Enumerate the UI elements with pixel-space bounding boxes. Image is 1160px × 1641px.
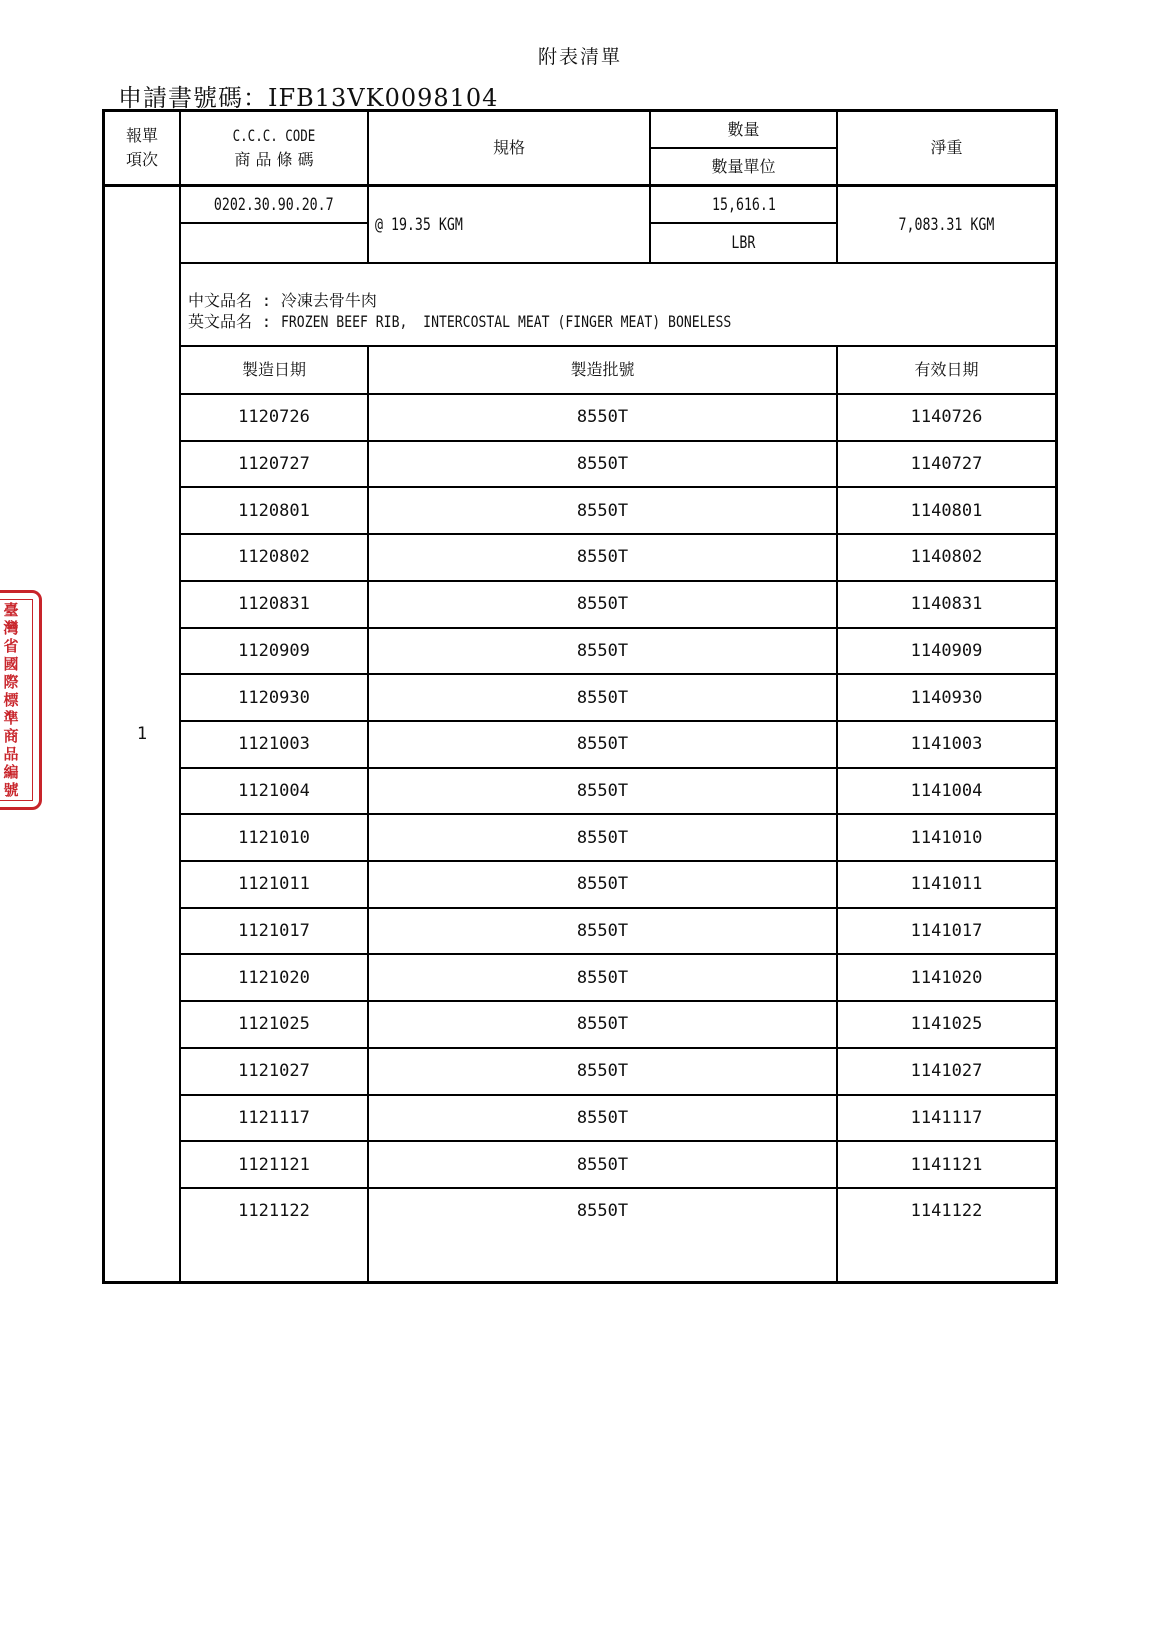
batch-expiry-date: 1141017 [910, 921, 983, 942]
header-ccc-code [181, 112, 367, 184]
header-spec: 規格 [492, 138, 525, 157]
batch-mfg-date: 1120726 [238, 407, 310, 428]
batch-expiry-date: 1140801 [910, 500, 983, 521]
header-quantity: 數量 [727, 119, 760, 139]
batch-mfg-date: 1120930 [238, 687, 310, 708]
batch-mfg-date: 1121025 [238, 1014, 310, 1035]
item-net-weight-text: 7,083.31 KGM [898, 214, 995, 235]
chinese-name: 冷凍去骨牛肉 [280, 291, 377, 310]
red-seal-stamp [0, 590, 42, 810]
item-quantity-text: 15,616.1 [711, 194, 776, 215]
product-names [188, 290, 830, 332]
item-quantity [651, 187, 836, 222]
batch-expiry-date: 1141122 [910, 1201, 983, 1222]
header-item-no [105, 112, 179, 184]
batch-mfg-date: 1121003 [238, 734, 310, 755]
batch-mfg-date: 1120831 [238, 594, 310, 615]
batch-lot-no: 8550T [576, 594, 629, 615]
batch-expiry-date: 1140726 [910, 407, 983, 428]
batch-mfg-date: 1121017 [238, 921, 310, 942]
item-ccc-code-text: 0202.30.90.20.7 [214, 194, 334, 215]
batch-mfg-date: 1121011 [238, 874, 310, 895]
code-row-rule [181, 222, 367, 224]
batch-mfg-date: 1121004 [238, 780, 310, 801]
application-number: 申請書號碼：IFB13VK0098104 [118, 84, 499, 112]
chinese-name-row [188, 290, 830, 311]
header-ccc-code-line2: 商 品 條 碼 [234, 150, 314, 169]
batch-lot-no: 8550T [576, 547, 629, 568]
batch-header-mfg-date: 製造日期 [241, 360, 306, 379]
batch-expiry-date: 1141117 [910, 1107, 983, 1128]
batch-expiry-date: 1141121 [910, 1154, 983, 1175]
batch-mfg-date: 1121117 [238, 1107, 310, 1128]
item-ccc-code [181, 187, 367, 222]
chinese-name-label: 中文品名 : [188, 291, 272, 310]
batch-expiry-date: 1140727 [910, 454, 983, 475]
batch-lot-no: 8550T [576, 500, 629, 521]
english-name: FROZEN BEEF RIB, INTERCOSTAL MEAT (FINGER MEAT) BONELESS [280, 312, 732, 331]
batch-lot-no: 8550T [576, 407, 629, 428]
batch-expiry-date: 1140909 [910, 640, 983, 661]
item-number: 1 [136, 724, 148, 744]
batch-expiry-date: 1141027 [910, 1061, 983, 1082]
batch-lot-no: 8550T [576, 1154, 629, 1175]
batch-mfg-date: 1121122 [238, 1201, 310, 1222]
seal-stamp-mark: 臺 灣 省 國 際 標 準 商 品 編 號 [0, 599, 33, 801]
item-unit [651, 224, 836, 262]
header-quantity-unit: 數量單位 [711, 156, 776, 176]
header-ccc-code-line1: C.C.C. CODE [232, 126, 316, 145]
batch-header-expiry-date: 有效日期 [914, 360, 979, 379]
item-row-bottom-rule [181, 262, 1055, 264]
item-net-weight [838, 187, 1055, 262]
batch-mfg-date: 1121020 [238, 967, 310, 988]
batch-expiry-date: 1141003 [910, 734, 983, 755]
batch-lot-no: 8550T [576, 1014, 629, 1035]
batch-expiry-date: 1141025 [910, 1014, 983, 1035]
batch-lot-no: 8550T [576, 967, 629, 988]
batch-header-batch-no: 製造批號 [570, 360, 635, 379]
english-name-label: 英文品名 : [188, 312, 272, 331]
batch-lot-no: 8550T [576, 1201, 629, 1222]
batch-mfg-date: 1120801 [238, 500, 310, 521]
item-spec [369, 187, 649, 262]
english-name-row [188, 311, 830, 332]
batch-expiry-date: 1140831 [910, 594, 983, 615]
batch-lot-no: 8550T [576, 640, 629, 661]
batch-expiry-date: 1141004 [910, 780, 983, 801]
header-item-no-line2: 項次 [125, 150, 158, 169]
header-item-no-line1: 報單 [125, 126, 158, 145]
batch-lot-no: 8550T [576, 780, 629, 801]
item-unit-text: LBR [731, 233, 756, 253]
batch-lot-no: 8550T [576, 1107, 629, 1128]
batch-lot-no: 8550T [576, 687, 629, 708]
batch-lot-no: 8550T [576, 921, 629, 942]
page-title: 附表清單 [537, 46, 622, 68]
batch-mfg-date: 1121010 [238, 827, 310, 848]
batch-expiry-date: 1141011 [910, 874, 983, 895]
batch-lot-no: 8550T [576, 827, 629, 848]
batch-lot-no: 8550T [576, 454, 629, 475]
batch-expiry-date: 1141020 [910, 967, 983, 988]
attachment-table [102, 109, 1058, 1284]
batch-mfg-date: 1120909 [238, 640, 310, 661]
batch-mfg-date: 1120727 [238, 454, 310, 475]
batch-lot-no: 8550T [576, 734, 629, 755]
item-spec-text: @ 19.35 KGM [375, 214, 463, 235]
batch-expiry-date: 1141010 [910, 827, 983, 848]
header-net-weight: 淨重 [930, 138, 963, 157]
batch-expiry-date: 1140930 [910, 687, 983, 708]
batch-lot-no: 8550T [576, 874, 629, 895]
batch-mfg-date: 1121121 [238, 1154, 310, 1175]
batch-mfg-date: 1120802 [238, 547, 310, 568]
batch-mfg-date: 1121027 [238, 1061, 310, 1082]
batch-lot-no: 8550T [576, 1061, 629, 1082]
batch-expiry-date: 1140802 [910, 547, 983, 568]
